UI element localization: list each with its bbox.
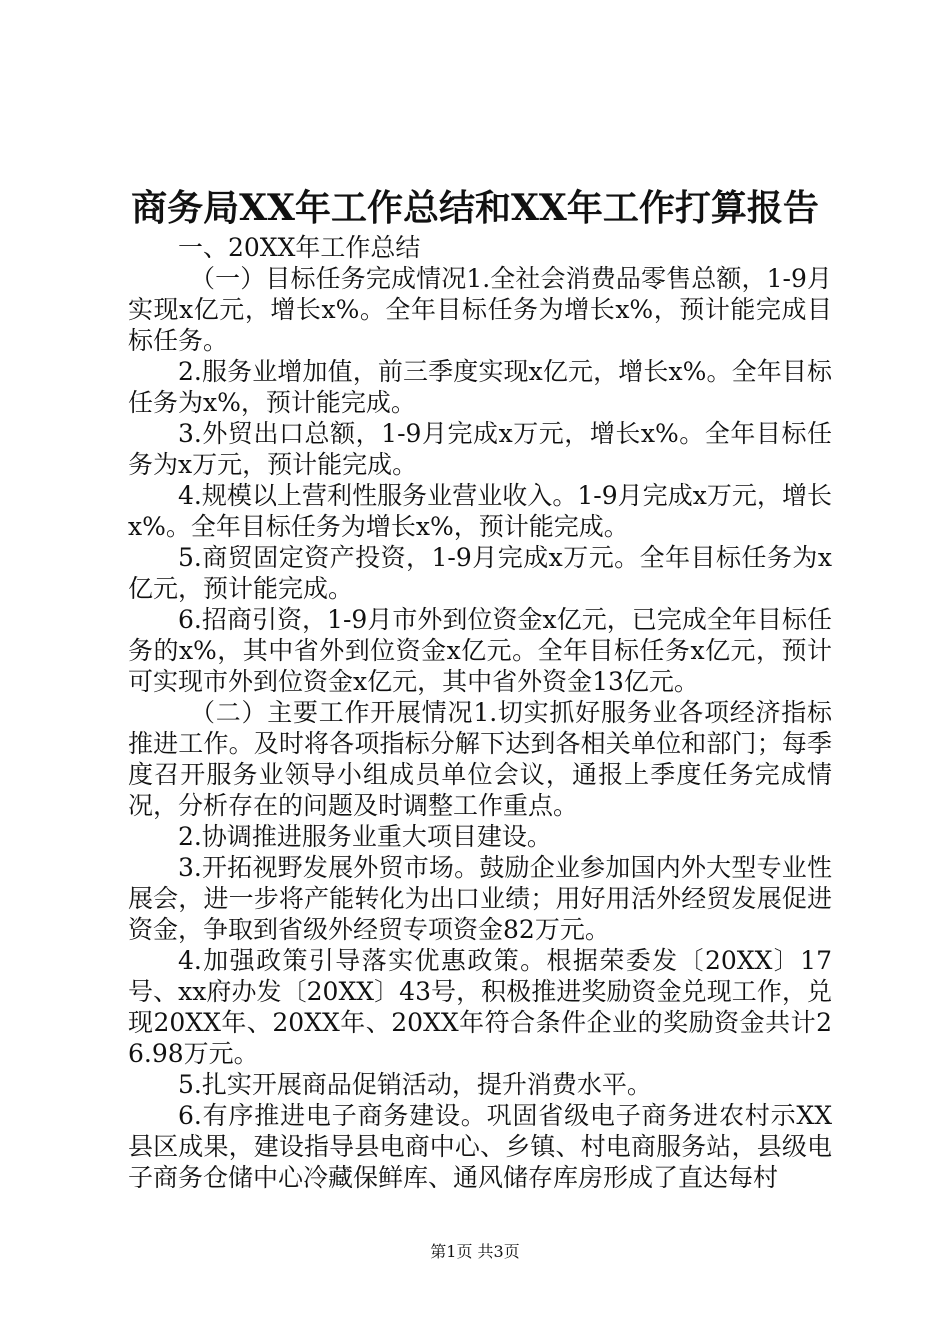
paragraph: 3.外贸出口总额，1-9月完成x万元，增长x%。全年目标任务为x万元，预计能完成。 <box>128 419 832 479</box>
paragraph: 4.规模以上营利性服务业营业收入。1-9月完成x万元，增长x%。全年目标任务为增长x%，预计能完成。 <box>128 481 832 541</box>
paragraph: （二）主要工作开展情况1.切实抓好服务业各项经济指标推进工作。及时将各项指标分解下达到各相关单位和部门；每季度召开服务业领导小组成员单位会议，通报上季度任务完成情况，分析存在的问题及时调整工作重点。 <box>128 698 832 820</box>
paragraph: 2.协调推进服务业重大项目建设。 <box>178 822 552 851</box>
page-number: 第1页 共3页 <box>430 1242 520 1261</box>
paragraph: 5.商贸固定资产投资，1-9月完成x万元。全年目标任务为x亿元，预计能完成。 <box>128 543 832 603</box>
paragraph: 4.加强政策引导落实优惠政策。根据荣委发〔20XX〕17号、xx府办发〔20XX〕43号，积极推进奖励资金兑现工作，兑现20XX年、20XX年、20XX年符合条件企业的奖励资金共计26.98万元。 <box>128 946 832 1068</box>
section-heading: 一、20XX年工作总结 <box>178 233 421 262</box>
paragraph: 6.招商引资，1-9月市外到位资金x亿元，已完成全年目标任务的x%，其中省外到位资金x亿元。全年目标任务x亿元，预计可实现市外到位资金x亿元，其中省外资金13亿元。 <box>128 605 832 696</box>
document-body <box>128 232 832 1193</box>
paragraph: （一）目标任务完成情况1.全社会消费品零售总额，1-9月实现x亿元，增长x%。全年目标任务为增长x%，预计能完成目标任务。 <box>128 264 832 355</box>
paragraph: 5.扎实开展商品促销活动，提升消费水平。 <box>178 1070 652 1099</box>
paragraph: 6.有序推进电子商务建设。巩固省级电子商务进农村示XX县区成果，建设指导县电商中心、乡镇、村电商服务站，县级电子商务仓储中心冷藏保鲜库、通风储存库房形成了直达每村 <box>128 1101 832 1192</box>
document-title: 商务局XX年工作总结和XX年工作打算报告 <box>131 187 819 229</box>
paragraph: 2.服务业增加值，前三季度实现x亿元，增长x%。全年目标任务为x%，预计能完成。 <box>128 357 832 417</box>
paragraph: 3.开拓视野发展外贸市场。鼓励企业参加国内外大型专业性展会，进一步将产能转化为出口业绩；用好用活外经贸发展促进资金，争取到省级外经贸专项资金82万元。 <box>128 853 832 944</box>
